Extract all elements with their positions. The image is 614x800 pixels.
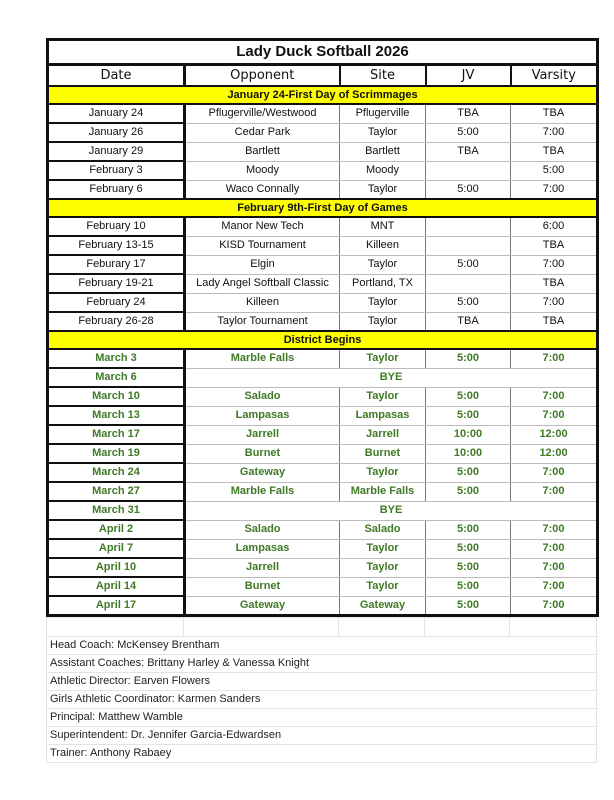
section-label: February 9th-First Day of Games <box>48 199 598 217</box>
game-jv-time <box>426 236 511 255</box>
game-date: February 26-28 <box>48 312 185 331</box>
game-jv-time: 5:00 <box>426 596 511 616</box>
game-varsity-time: 7:00 <box>511 123 598 142</box>
game-site: Moody <box>340 161 426 180</box>
game-date: March 24 <box>48 463 185 482</box>
game-date: April 10 <box>48 558 185 577</box>
game-site: Taylor <box>340 312 426 331</box>
game-date: March 27 <box>48 482 185 501</box>
game-row <box>48 463 598 482</box>
game-opponent: Marble Falls <box>185 349 340 368</box>
game-opponent: Lady Angel Softball Classic <box>185 274 340 293</box>
game-opponent: Pflugerville/Westwood <box>185 104 340 123</box>
game-opponent: Killeen <box>185 293 340 312</box>
game-opponent: Elgin <box>185 255 340 274</box>
game-site: Taylor <box>340 349 426 368</box>
game-varsity-time: 12:00 <box>511 444 598 463</box>
game-row <box>48 539 598 558</box>
game-opponent: Cedar Park <box>185 123 340 142</box>
column-header-varsity: Varsity <box>511 65 598 87</box>
schedule-sheet <box>46 38 596 763</box>
game-varsity-time: 7:00 <box>511 406 598 425</box>
game-jv-time: TBA <box>426 142 511 161</box>
game-date: January 26 <box>48 123 185 142</box>
game-varsity-time: 7:00 <box>511 596 598 616</box>
game-row <box>48 444 598 463</box>
game-opponent: Lampasas <box>185 406 340 425</box>
game-row <box>48 520 598 539</box>
game-row <box>48 482 598 501</box>
title-row <box>48 40 598 65</box>
staff-entry: Girls Athletic Coordinator: Karmen Sanders <box>47 691 597 709</box>
game-date: March 13 <box>48 406 185 425</box>
game-row <box>48 217 598 236</box>
game-opponent: Jarrell <box>185 425 340 444</box>
game-varsity-time: 12:00 <box>511 425 598 444</box>
game-site: Bartlett <box>340 142 426 161</box>
game-row <box>48 577 598 596</box>
game-varsity-time: 7:00 <box>511 482 598 501</box>
game-opponent: Salado <box>185 387 340 406</box>
game-site: Salado <box>340 520 426 539</box>
game-jv-time: 10:00 <box>426 425 511 444</box>
game-row <box>48 368 598 387</box>
game-jv-time: 5:00 <box>426 293 511 312</box>
game-date: February 3 <box>48 161 185 180</box>
game-varsity-time: 7:00 <box>511 577 598 596</box>
bye-label: BYE <box>185 501 598 520</box>
game-opponent: Marble Falls <box>185 482 340 501</box>
game-opponent: Manor New Tech <box>185 217 340 236</box>
game-date: March 10 <box>48 387 185 406</box>
game-row <box>48 349 598 368</box>
game-jv-time: 5:00 <box>426 463 511 482</box>
game-row <box>48 312 598 331</box>
game-date: March 6 <box>48 368 185 387</box>
game-date: March 19 <box>48 444 185 463</box>
header-row <box>48 65 598 87</box>
blank-row <box>47 618 597 637</box>
game-opponent: Burnet <box>185 577 340 596</box>
game-jv-time: 5:00 <box>426 558 511 577</box>
column-header-jv: JV <box>426 65 511 87</box>
game-date: February 24 <box>48 293 185 312</box>
schedule-table <box>46 38 599 617</box>
section-band <box>48 199 598 217</box>
game-varsity-time: 7:00 <box>511 539 598 558</box>
game-row <box>48 425 598 444</box>
game-site: Jarrell <box>340 425 426 444</box>
game-site: Taylor <box>340 463 426 482</box>
game-jv-time: TBA <box>426 312 511 331</box>
game-row <box>48 406 598 425</box>
staff-entry: Athletic Director: Earven Flowers <box>47 673 597 691</box>
page-title: Lady Duck Softball 2026 <box>48 40 598 65</box>
game-varsity-time: TBA <box>511 104 598 123</box>
game-site: Portland, TX <box>340 274 426 293</box>
game-jv-time: 5:00 <box>426 482 511 501</box>
column-header-opponent: Opponent <box>185 65 340 87</box>
staff-entry: Trainer: Anthony Rabaey <box>47 745 597 763</box>
game-date: March 31 <box>48 501 185 520</box>
game-row <box>48 387 598 406</box>
game-site: Marble Falls <box>340 482 426 501</box>
game-opponent: Burnet <box>185 444 340 463</box>
game-date: February 19-21 <box>48 274 185 293</box>
game-jv-time: TBA <box>426 104 511 123</box>
game-varsity-time: TBA <box>511 274 598 293</box>
section-label: District Begins <box>48 331 598 349</box>
game-jv-time: 5:00 <box>426 539 511 558</box>
game-site: Taylor <box>340 539 426 558</box>
game-row <box>48 596 598 616</box>
game-opponent: Taylor Tournament <box>185 312 340 331</box>
game-varsity-time: TBA <box>511 236 598 255</box>
staff-row <box>47 745 597 763</box>
game-site: Burnet <box>340 444 426 463</box>
game-date: February 6 <box>48 180 185 199</box>
game-site: Pflugerville <box>340 104 426 123</box>
game-row <box>48 558 598 577</box>
game-row <box>48 180 598 199</box>
game-varsity-time: 7:00 <box>511 293 598 312</box>
game-site: Taylor <box>340 387 426 406</box>
game-date: February 10 <box>48 217 185 236</box>
game-site: Taylor <box>340 123 426 142</box>
game-row <box>48 123 598 142</box>
staff-entry: Superintendent: Dr. Jennifer Garcia-Edwardsen <box>47 727 597 745</box>
game-site: Lampasas <box>340 406 426 425</box>
game-varsity-time: 7:00 <box>511 463 598 482</box>
game-row <box>48 274 598 293</box>
staff-entry: Assistant Coaches: Brittany Harley & Vanessa Knight <box>47 655 597 673</box>
game-opponent: KISD Tournament <box>185 236 340 255</box>
game-jv-time: 5:00 <box>426 406 511 425</box>
staff-row <box>47 637 597 655</box>
game-date: February 13-15 <box>48 236 185 255</box>
game-date: April 7 <box>48 539 185 558</box>
game-varsity-time: 7:00 <box>511 520 598 539</box>
bye-label: BYE <box>185 368 598 387</box>
column-header-date: Date <box>48 65 185 87</box>
game-date: January 29 <box>48 142 185 161</box>
game-site: Taylor <box>340 558 426 577</box>
game-jv-time <box>426 161 511 180</box>
game-opponent: Moody <box>185 161 340 180</box>
game-site: Gateway <box>340 596 426 616</box>
game-jv-time: 5:00 <box>426 123 511 142</box>
game-varsity-time: 7:00 <box>511 180 598 199</box>
game-varsity-time: TBA <box>511 312 598 331</box>
game-jv-time: 5:00 <box>426 349 511 368</box>
game-site: Killeen <box>340 236 426 255</box>
staff-entry: Head Coach: McKensey Brentham <box>47 637 597 655</box>
game-varsity-time: 7:00 <box>511 558 598 577</box>
game-opponent: Waco Connally <box>185 180 340 199</box>
section-band <box>48 86 598 104</box>
game-site: Taylor <box>340 293 426 312</box>
game-date: January 24 <box>48 104 185 123</box>
game-site: Taylor <box>340 180 426 199</box>
game-date: March 17 <box>48 425 185 444</box>
staff-row <box>47 655 597 673</box>
game-date: April 2 <box>48 520 185 539</box>
game-opponent: Gateway <box>185 596 340 616</box>
game-site: Taylor <box>340 255 426 274</box>
game-jv-time: 5:00 <box>426 180 511 199</box>
game-row <box>48 293 598 312</box>
game-site: MNT <box>340 217 426 236</box>
staff-row <box>47 691 597 709</box>
game-varsity-time: 7:00 <box>511 349 598 368</box>
game-row <box>48 236 598 255</box>
game-opponent: Jarrell <box>185 558 340 577</box>
game-varsity-time: 5:00 <box>511 161 598 180</box>
game-row <box>48 255 598 274</box>
game-date: April 17 <box>48 596 185 616</box>
game-jv-time <box>426 274 511 293</box>
game-jv-time: 5:00 <box>426 255 511 274</box>
staff-entry: Principal: Matthew Wamble <box>47 709 597 727</box>
game-opponent: Gateway <box>185 463 340 482</box>
game-varsity-time: 7:00 <box>511 255 598 274</box>
game-jv-time: 5:00 <box>426 387 511 406</box>
game-site: Taylor <box>340 577 426 596</box>
game-varsity-time: 7:00 <box>511 387 598 406</box>
game-varsity-time: TBA <box>511 142 598 161</box>
game-opponent: Bartlett <box>185 142 340 161</box>
staff-table <box>46 617 597 763</box>
section-band <box>48 331 598 349</box>
game-varsity-time: 6:00 <box>511 217 598 236</box>
game-jv-time <box>426 217 511 236</box>
game-row <box>48 142 598 161</box>
game-row <box>48 161 598 180</box>
game-opponent: Lampasas <box>185 539 340 558</box>
staff-row <box>47 709 597 727</box>
game-row <box>48 104 598 123</box>
game-row <box>48 501 598 520</box>
game-jv-time: 5:00 <box>426 520 511 539</box>
game-date: April 14 <box>48 577 185 596</box>
game-jv-time: 10:00 <box>426 444 511 463</box>
game-opponent: Salado <box>185 520 340 539</box>
game-date: Feburary 17 <box>48 255 185 274</box>
game-date: March 3 <box>48 349 185 368</box>
staff-row <box>47 673 597 691</box>
column-header-site: Site <box>340 65 426 87</box>
section-label: January 24-First Day of Scrimmages <box>48 86 598 104</box>
staff-row <box>47 727 597 745</box>
game-jv-time: 5:00 <box>426 577 511 596</box>
